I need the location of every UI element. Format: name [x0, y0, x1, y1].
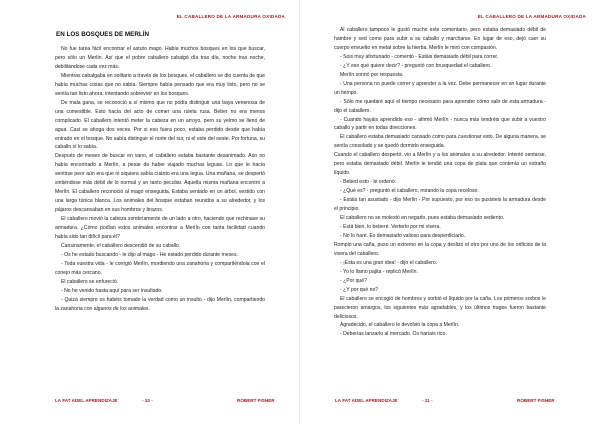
- paragraph: - ¿Qué es? - preguntó el caballero, mirando la copa receloso.: [340, 188, 479, 195]
- footer-series-title: LA FAT ADEL APRENDIZAJE: [55, 398, 118, 403]
- paragraph: - ¡Ésta es una gran idea! - dijo el caballero.: [340, 259, 438, 266]
- paragraph: - Quizá siempre os habéis tomado la verdad como un insulto - dijo Merlín, compartiendo la zanahoria con algunos de los animales.: [55, 296, 265, 312]
- paragraph: - Cuando hayáis aprendido eso - afirmó Merlín - nunca más tendréis que subir a vuestro caballo y partir en todas direcciones.: [334, 116, 546, 132]
- right-page: [300, 0, 600, 424]
- paragraph: El caballero se encogió de hombros y sorbió el líquido por la caña. Los primeros sorbos le parecieron amargos, los siguientes más agradables, y los últimos tragos fueron bastante deliciosos.: [334, 295, 546, 320]
- paragraph: Cansinamente, el caballero descendió de su caballo.: [61, 242, 181, 249]
- paragraph: - No lo haré. Es demasiado valioso para desperdiciarlo.: [340, 232, 466, 239]
- footer-author: ROBERT FISHER: [237, 398, 275, 403]
- paragraph: El caballero movió la cabeza sombríamente de un lado a otro, haciendo que rechinase su armadura. ¿Cómo podían estos animales encontrar a Merlín con tanta facilidad cuando había sido tan difícil para él?: [55, 216, 265, 241]
- paragraph: De mala gana, se reconoció a sí mismo que no podía distinguir una baya venenosa de una comestible. Esto hacía del acto de comer una ruleta rusa. Beber no era menos complicado. El caballero intentó meter la cabeza en un arroyo, pero su yelmo se llenó de agua. Casi se ahoga dos veces. Por si eso fuera poco, estaba perdido desde que había entrado en el bosque. No sabía distinguir el norte del sur, ni el este del oeste. Por fortuna, su caballo sí lo sabía.: [55, 99, 265, 151]
- paragraph: Rompió una caña, puso un extremo en la copa y deslizó el otro por uno de los orificios de la visera del caballero.: [334, 241, 546, 257]
- paragraph: - Yo lo llamo pajita - replicó Merlín.: [340, 268, 418, 275]
- paragraph: - Está bien, lo beberé. Verterlo por mi visera.: [340, 223, 441, 230]
- paragraph: El caballero no se molestó en negarlo, pues estaba demasiado sediento.: [340, 215, 505, 222]
- paragraph: - Sois muy afortunado - comentó - Estáis demasiado débil para correr.: [340, 53, 499, 60]
- paragraph: Mientras cabalgaba en solitario a través de los bosques, el caballero se dio cuenta de que había muchas cosas que no sabía. Siempre había pensado que era muy listo, pero no se sentía tan listo ahora, intentando sobrevivir en los bosques.: [55, 72, 265, 97]
- paragraph: - Toda vuestra vida - le corrigió Merlín, mordiendo una zanahoria y compartiéndola con el conejo más cercano.: [55, 260, 265, 276]
- paragraph: - ¿Por qué?: [340, 277, 367, 284]
- paragraph: - Estáis tan asustado - dijo Merlín - Por supuesto, por eso os pusisteis la armadura desde el principio.: [334, 197, 546, 213]
- paragraph: Merlín sonrió por respuesta.: [340, 71, 404, 78]
- right-body-text: [334, 26, 546, 339]
- paragraph: - Os he estado buscando - le dijo al mago - He estado perdido durante meses.: [61, 251, 238, 258]
- footer-series-title: LA FAT ADEL APRENDIZAJE: [335, 398, 398, 403]
- paragraph: Agradecido, el caballero le devolvió la copa a Merlín.: [340, 322, 460, 329]
- paragraph: - ¿Y por qué no?: [340, 286, 379, 293]
- paragraph: Al caballero tampoco le gustó mucho este comentario, pero estaba demasiado débil de hambre y sed como para subir a su caballo y marcharse. En lugar de eso, dejó caer su cuerpo envuelto en metal sobre la hierba. Merlín le miró con compasión.: [334, 27, 546, 51]
- paragraph: - ¿Y eso qué quiere decir? - preguntó con brusquedad el caballero.: [340, 62, 492, 69]
- paragraph: El caballero se enfureció.: [61, 278, 119, 285]
- page-number: - 10 -: [142, 398, 153, 403]
- paragraph: - Bebed esto - le ordenó.: [340, 179, 397, 186]
- paragraph: Después de meses de buscar en vano, el caballero estaba bastante desanimado. Aún no había encontrado a Merlín, a pesar de haber viajado muchas leguas. Lo que le hacía sentirse peor aún era que ni siquiera sabía cuánto era una legua. Una mañana, se despertó sintiéndose más débil de lo normal y un tanto peculiar. Aquella misma mañana encontró a Merlín. El caballero reconoció al mago enseguida. Estaba sentado en un árbol, vestido con una larga túnica blanca. Los animales del bosque estaban reunidos a su alrededor, y los pájaros descansaban en sus hombros y brazos.: [55, 153, 265, 214]
- running-header: EL CABALLERO DE LA ARMADURA OXIDADA: [176, 14, 285, 19]
- paragraph: - No he venido hasta aquí para ser insultado.: [61, 287, 163, 294]
- footer-author: ROBERT FISHER: [517, 398, 555, 403]
- left-body-text: [55, 45, 265, 314]
- paragraph: - Deberías lanzarlo al mercado. Os haríais rico.: [340, 331, 447, 338]
- chapter-title: EN LOS BOSQUES DE MERLÍN: [56, 31, 150, 38]
- paragraph: No fue tarea fácil encontrar el astuto mago. Había muchos bosques en los que buscar, pero sólo un Merlín. Así que el pobre caballero cabalgó día tras día, noche tras noche, debilitándose cada vez más.: [55, 46, 265, 70]
- paragraph: El caballero estaba demasiado cansado como para cuestionar esto. De alguna manera, se sentía consolado y se quedó dormido enseguida.: [334, 134, 546, 150]
- page-number: - 11 -: [422, 398, 433, 403]
- paragraph: Cuando el caballero despertó, vio a Merlín y a los animales a su alrededor. Intentó sentarse, pero estaba demasiado débil. Merlín le tendió una copa de plata que contenía un extraño líquido.: [334, 152, 546, 177]
- paragraph: - Sólo me quedaré aquí el tiempo necesario para aprender cómo salir de esta armadura - dijo el caballero.: [334, 98, 546, 114]
- paragraph: - Una persona no puede correr y aprender a la vez. Debe permanecer en un lugar durante un tiempo.: [334, 80, 546, 96]
- running-header: EL CABALLERO DE LA ARMADURA OXIDADA: [477, 14, 586, 19]
